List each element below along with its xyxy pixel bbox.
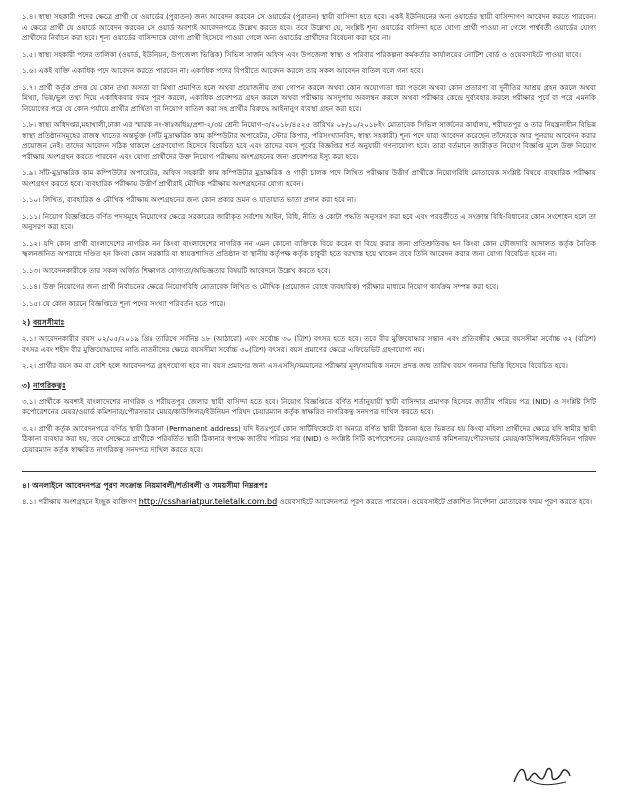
clause-4-1 <box>22 497 596 508</box>
application-website-link[interactable]: http://csshariatpur.teletalk.com.bd <box>138 497 278 506</box>
clause-3-2: ৩.২। প্রার্থী কর্তৃক আবেদনপত্রে বর্ণিত স্থায়ী ঠিকানা (Permanent address) যদি ইতঃপূর্বে কোন সার্টিফিকেটে বা অন্যত্র বর্ণিত স্থায়ী ঠিকানা হতে ভিন্নতর হয় কিংবা মহিলা প্রার্থীদের ক্ষেত্রে যদি স্বামীর স্থায়ী ঠিকানা ব্যবহার করা হয়, তবে সেক্ষেত্রে প্রার্থীকে পরিবর্তিত স্থায়ী ঠিকানার স্বপক্ষে জাতীয় পরিচয় পত্র (NID) ও সংশ্লিষ্ট সিটি কর্পোরেশনের মেয়র/ওয়ার্ড কমিশনার/পৌরসভার মেয়র/কাউন্সিলর/ইউনিয়ন পরিষদ চেয়ারম্যান কর্তৃক স্বাক্ষরিত নাগরিকত্ব সনদপত্র দাখিল করতে হবে। <box>22 423 596 454</box>
clause-1-7: ১.৭। প্রার্থী কর্তৃক প্রদত্ত যে কোন তথ্য অসত্য বা মিথ্যা প্রমাণিত হলে অথবা প্রয়োজনীয় তথ্য গোপন করলে অথবা কোন অযোগ্যতা ধরা পড়লে অথবা কোন প্রতারণা বা দুর্নীতির আশ্রয় গ্রহন করলে অথবা মিথ্যা, ভিন্ন/ভুল তথ্য দিয়ে একাধিকবার ফরম পূরণ করলে, একাধিক প্রবেশপত্র গ্রহন করলে অথবা পরীক্ষায় অসদুপায় অবলম্বন করলে অথবা পরীক্ষার কেন্দ্রে দুর্ব্যবহার করলে পরীক্ষার পূর্বে বা পরে এমনকি নিয়োগের পরে যে কোন পর্যায়ে প্রার্থীর প্রার্থিতা বা নিয়োগ বাতিল করা সহ প্রার্থীর বিরুদ্ধে আইনানুগ ব্যবস্থা গ্রহন করা হবে। <box>22 82 596 113</box>
section-3-number: ৩) <box>22 380 31 390</box>
clause-1-4: ১.৪। স্বাস্থ্য সহকারী পদের ক্ষেত্রে প্রার্থী যে ওয়ার্ডের (পুরাতন) জন্য আবেদন করবেন সে ওয়ার্ডের (পুরাতন) স্থায়ী বাসিন্দা হতে হবে। একই ইউনিয়নের অন্য ওয়ার্ডের স্থায়ী বাসিন্দাগণ আবেদন করতে পারবেন। এ ক্ষেত্রে প্রার্থী যে ওয়ার্ডে আবেদন করবেন সে ওয়ার্ড অবশ্যই আবেদনপত্রে উল্লেখ করতে হবে। তবে উল্লেখ্য যে, সংশ্লিষ্ট শূন্য ওয়ার্ডের বাসিন্দা হতে যোগ্য প্রার্থী পাওয়া না গেলে পার্শ্ববর্তী ওয়ার্ডের যোগ্য প্রার্থীদের নির্বাচন করা হবে। শূন্য ওয়ার্ডের বাসিন্দাকে যোগ্য প্রার্থী হিসেবে পাওয়া গেলে অন্য ওয়ার্ডের প্রার্থীদের বিবেচনা করা হবে না। <box>22 12 596 42</box>
clause-1-11: ১.১১। নিয়োগ বিজ্ঞপ্তিতে বর্ণিত পদসমূহে নিয়োগের ক্ষেত্রে সরকারের জারীকৃত সর্বশেষ আইন, বিধি, নীতি ও কোটা পদ্ধতি অনুসরণ করা হবে এবং পরবর্তীতে এ সংক্রান্ত বিধি-বিধানের কোন সংশোধন হলে তা অনুসরণ করা হবে। <box>22 211 596 231</box>
clause-1-15: ১.১৫। যে কোন কারনে বিজ্ঞপ্তিতে শূন্য পদের সংখ্যা পরিবর্তন হতে পারে। <box>22 298 226 308</box>
clause-1-13: ১.১৩। আবেদনকারীকে তার সকল অর্জিত শিক্ষাগত যোগ্যতা/অভিজ্ঞতার বিষয়টি আবেদনে উল্লেখ করতে হবে। <box>22 265 331 275</box>
clause-1-8: ১.৮। স্বাস্থ্য অধিদপ্তর,মহাখালী,ঢাকা এর স্মারক নং-স্বাঃঅধিঃ/প্রশা-২/৩য় শ্রেনী নিয়োগ-৩/২০১৮/৪৫২৫ তারিখঃ ০৮/১০/২০১৮ইং মোতাবেক সিভিল সার্জনের কার্যালয়, শরীয়তপুর ও তার নিয়ন্ত্রনাধীন বিভিন্ন স্বাস্থ্য প্রতিষ্ঠানসমূহের রাজস্ব খাতের অন্তর্ভুক্ত (সাঁট মুদ্রাক্ষরিক কাম কম্পিউটার অপারেটর, স্টোর কিপার, পরিসংখ্যানবিদ, স্বাস্থ্য সহকারী) শূন্য পদে যারা আবেদন করেছেন তাঁদেরকে আর পুনরায় আবেদন করার প্রয়োজন নেই। তাদের আবেদন সঠিক থাকলে প্রেরণযোগ্য হিসেবে বিবেচিত হবে এবং তাদের বয়স পূর্বের বিজ্ঞপ্তির শর্ত অনুযায়ী গণনাযোগ্য হবে। তারা বর্তমানে জারীকৃত নিয়োগ বিজ্ঞপ্তি মূলে উক্ত নিয়োগ পরীক্ষায় অংশগ্রহন করতে পারবেন এবং যোগ্য প্রার্থীদের উক্ত নিয়োগ পরীক্ষায় অংশগ্রহনের জন্য প্রবেশপত্র ইস্যু করা হবে। <box>22 120 596 161</box>
section-divider <box>22 471 596 472</box>
clause-1-12: ১.১২। যদি কোন প্রার্থী বাংলাদেশের নাগরিক নন কিংবা বাংলাদেশের নাগরিক নন এমন কোনো ব্যক্তিকে বিয়ে করেন বা বিয়ে করার জন্য প্রতিশ্রুতিবদ্ধ হন কিংবা কোন ফৌজদারি আদালত কর্তৃক নৈতিক স্খলনজনিত অপরাধে দণ্ডিত হন কিংবা কোন সরকারি বা স্বায়ত্তশাসিত প্রতিষ্ঠান বা স্থানীয় কর্তৃপক্ষ কর্তৃক চাকুরী হতে বরখাস্ত হয়ে থাকেন তবে তিনি আবেদন করার জন্য যোগ্য বিবেচিত হবেন না। <box>22 238 596 258</box>
signature-mark <box>510 760 574 790</box>
clause-1-5: ১.৫। স্বাস্থ্য সহকারী পদের তালিকা (ওয়ার্ড, ইউনিয়ন, উপজেলা ভিত্তিক) সিভিল সার্জন অফিস এবং উপজেলা স্বাস্থ্য ও পরিবার পরিকল্পনা কর্মকর্তার কার্যালয়ের নোটিশ বোর্ড ও ওয়েবসাইটে পাওয়া যাবে। <box>22 49 582 59</box>
section-3-title: নাগরিকত্বঃ <box>33 380 66 390</box>
clause-1-14: ১.১৪। উক্ত নিয়োগের জন্য প্রার্থী নির্বাচনের ক্ষেত্রে নিয়োগবিধি মোতাবেক লিখিত ও মৌখিক (প্রয়োজন বোধে ব্যবহারিক) পরীক্ষার মাধ্যমে নিয়োগ কার্যক্রম সম্পন্ন করা হবে। <box>22 282 499 291</box>
section-2-heading <box>22 317 596 328</box>
clause-1-9: ১.৯। সাঁট-মুদ্রাক্ষরিক কাম কম্পিউটার অপারেটর, অফিস সহকারী কাম কম্পিউটার মুদ্রাক্ষরিক ও গাড়ী চালক পদে লিখিত পরীক্ষায় উত্তীর্ণ প্রার্থীকে নিয়োগবিধি মোতাবেক সংশ্লিষ্ট বিষয়ে ব্যবহারিক পরীক্ষায় অংশগ্রহণ করতে হবে। ব্যবহারিক পরীক্ষায় উত্তীর্ণ প্রার্থীরাই মৌখিক পরীক্ষায় অংশগ্রহনের যোগ্য হবেন। <box>22 168 596 188</box>
section-3-heading <box>22 380 596 391</box>
clause-1-6: ১.৬। একই ব্যক্তি একাধিক পদে আবেদন করতে পারবেন না। একাধিক পদের বিপরীতে আবেদন করলে তার সকল আবেদন বাতিল বলে গন্য হবে। <box>22 66 424 75</box>
clause-4-1-prefix: ৪.১। পরীক্ষায় অংশগ্রহনে ইচ্ছুক ব্যক্তিগণ <box>22 497 137 506</box>
clause-4-1-suffix: ওয়েবসাইটে আবেদনপত্র পূরণ করতে পারবেন। ওয়েবসাইটে প্রকাশিত নির্দেশনা মোতাবেক ফরম পূরণ করতে হবে। <box>279 497 593 506</box>
section-4-heading: ৪। অনলাইনে আবেদনপত্র পূরণ সংক্রান্ত নিয়মাবলী/শর্তাবলী ও সময়সীমা নিম্নরূপঃ <box>22 481 269 490</box>
clause-1-10: ১.১০। লিখিত, ব্যবহারিক ও মৌখিক পরীক্ষায় অংশগ্রহনের জন্য কোন প্রকার ভ্রমন ও যাতায়াত ভাতা প্রদান করা হবে না। <box>22 195 357 204</box>
section-2-number: ২) <box>22 318 31 327</box>
clause-2-2: ২.২। প্রার্থীর বয়স কম বা বেশি হলে আবেদনপত্র গ্রহণযোগ্য হবে না। বয়স প্রমাণের জন্য এসএসসি/সমমানের পরীক্ষার মূল/সাময়িক সনদে প্রদত্ত জন্ম তারিখ বয়স গননার ভিত্তি হিসেবে বিবেচিত হবে। <box>22 361 568 370</box>
section-2-title: বয়সসীমাঃ <box>33 318 65 327</box>
clause-2-1: ২.১। আবেদনকারীর বয়স ০২/০৫/২০১৯ খ্রিঃ তারিখে সর্বনিম্ন ১৮ (আঠারো) এবং সর্বোচ্চ ৩০ (ত্রিশ) বৎসর হতে হবে। তবে বীর মুক্তিযোদ্ধার সন্তান এবং প্রতিবন্ধীর ক্ষেত্রে বয়সসীমা সর্বোচ্চ ৩২ (বত্রিশ) বৎসর এবং শহীদ বীর মুক্তিযোদ্ধাদের নাতি নাতনীদের ক্ষেত্রে বয়সসীমা সর্বোচ্চ ৩০(ত্রিশ) বৎসর। বয়স প্রমাণের ক্ষেত্রে এফিডেভিট গ্রহণযোগ্য নয়। <box>22 334 596 354</box>
clause-3-1: ৩.১। প্রার্থীকে অবশ্যই বাংলাদেশের নাগরিক ও শরীয়তপুর জেলার স্থায়ী বাসিন্দা হতে হবে। নিয়োগ বিজ্ঞপ্তিতে বর্ণিত শর্তানুযায়ী স্থায়ী বাসিন্দার প্রমাণক হিসেবে জাতীয় পরিচয় পত্র (NID) ও সংশ্লিষ্ট সিটি কর্পোরেশনের মেয়র/ওয়ার্ড কমিশনার/পৌরসভার মেয়র/কাউন্সিলর/ইউনিয়ন পরিষদ চেয়ারম্যান কর্তৃক স্বাক্ষরিত নাগরিকত্ব সনদপত্র দাখিল করতে হবে। <box>22 396 596 416</box>
